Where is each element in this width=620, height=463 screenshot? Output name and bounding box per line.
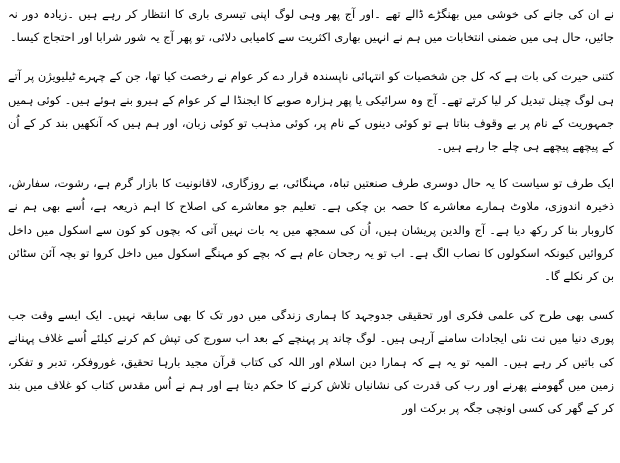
paragraph-1: نے ان کی جانے کی خوشی میں بھنگڑے ڈالے تھے ۔اور آج پھر وہی لوگ اپنی تیسری باری کا انتظار کر رہے ہیں ۔زیادہ دور نہ جائیں، حال ہی میں ضمنی انتخابات میں ہم نے انہیں بھاری اکثریت سے کامیابی دلائی، تو پھر آج یہ شور شرابا اور احتجاج کیسا۔ — [8, 7, 614, 45]
paragraph-2: کتنی حیرت کی بات ہے کہ کل جن شخصیات کو انتہائی ناپسندہ قرار دے کر عوام نے رخصت کیا تھا، جن کے چہرے ٹیلیویژن پر آتے ہی لوگ چینل تبدیل کر لیا کرتے تھے۔ آج وہ سرائیکی یا پھر ہزارہ صوبے کا ایجنڈا لے کر عوام کے ہیرو بنے ہوئے ہیں۔ کوئی ہمیں جمہوریت کے نام پر بے وقوف بناتا ہے تو کوئی دینوں کے نام پر، کوئی مذہب تو کوئی زبان، اور ہم ہیں کہ آنکھیں بند کر کے اُن کے پیچھے پیچھے ہی چلے جا رہے ہیں۔ — [8, 69, 614, 154]
paragraph-4: کسی بھی طرح کی علمی فکری اور تحقیقی جدوجہد کا ہماری زندگی میں دور تک کا بھی سابقہ نہیں۔ ایک ایسے وقت جب پوری دنیا میں نت نئی ایجادات سامنے آرہی ہیں۔ لوگ چاند پر پہنچے کے بعد اب سورج کی تپش کم کرنے کیلئے اُسے غلاف پہنانے کی باتیں کر رہے ہیں۔ المیہ تو یہ ہے کہ ہمارا دین اسلام اور اللہ کی کتاب قرآن مجید بارہا تحقیق، غوروفکر، تدبر و تفکر، زمین میں گھومنے پھرنے اور رب کی قدرت کی نشانیاں تلاش کرنے کا حکم دیتا ہے اور ہم نے اُس مقدس کتاب کو غلاف میں بند کر کے گھر کی کسی اونچی جگہ پر برکت اور — [8, 308, 614, 416]
article-body — [8, 3, 614, 420]
paragraph-3: ایک طرف تو سیاست کا یہ حال دوسری طرف صنعتیں تباہ، مہنگائی، بے روزگاری، لاقانونیت کا بازار گرم ہے، رشوت، سفارش، ذخیرہ اندوزی، ملاوٹ ہمارے معاشرے کا حصہ بن چکی ہے۔ تعلیم جو معاشرے کی اصلاح کا اہم ذریعہ ہے، اُسے بھی ہم نے کاروبار بنا کر رکھ دیا ہے۔ آج والدین پریشان ہیں، اُن کی سمجھ میں یہ بات نہیں آتی کہ بچوں کو کون سے اسکول میں داخل کروائیں کیونکہ اسکولوں کا نصاب الگ ہے۔ اب تو یہ رجحان عام ہے کہ بچے کو مہنگے اسکول میں داخل کروا تو بچہ آئن سٹائن بن کر نکلے گا۔ — [8, 176, 614, 284]
